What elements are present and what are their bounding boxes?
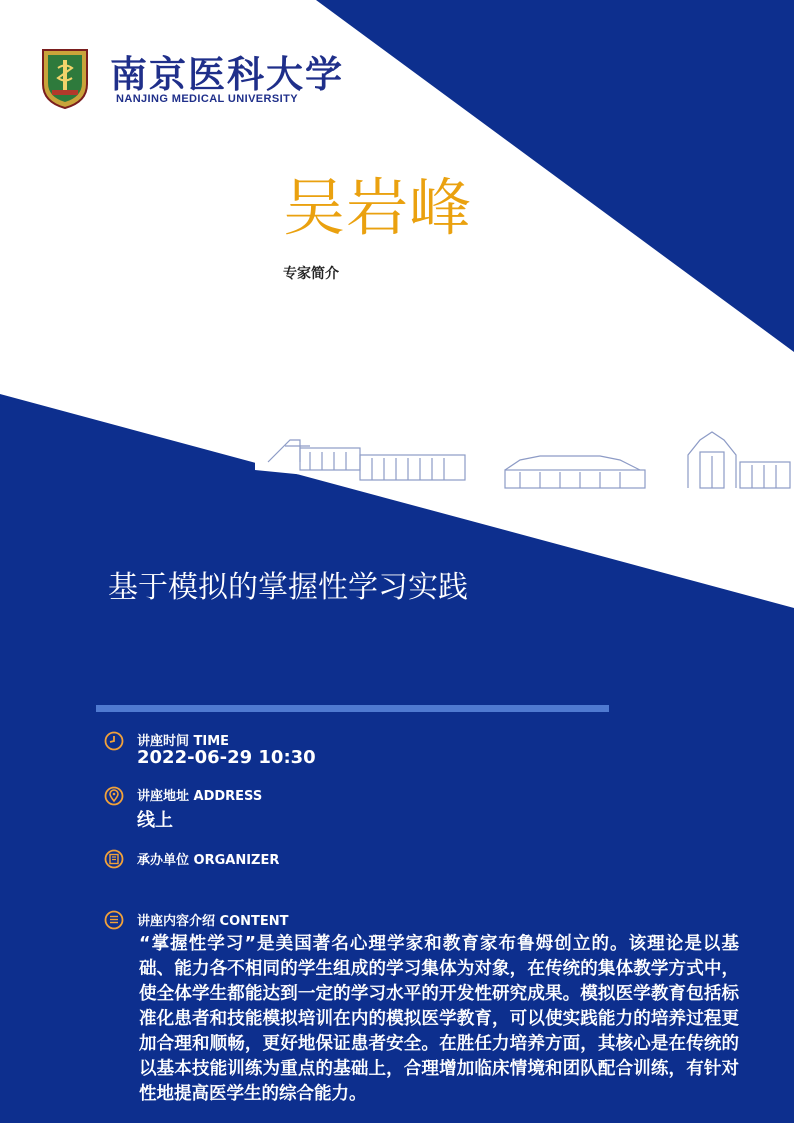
content-label: 讲座内容介绍 CONTENT (137, 914, 289, 929)
address-value: 线上 (137, 810, 173, 831)
time-label: 讲座时间 TIME (137, 734, 230, 749)
location-pin-icon (104, 786, 124, 806)
content-description: “掌握性学习”是美国著名心理学家和教育家布鲁姆创立的。该理论是以基础、能力各不相同的学生组成的学习集体为对象，在传统的集体教学方式中，使全体学生都能达到一定的学习水平的开发性研究成果。模拟医学教育包括标准化患者和技能模拟培训在内的模拟医学教育，可以使实践能力的培养过程更加合理和顺畅，更好地保证患者安全。在胜任力培养方面，其核心是在传统的以基本技能训练为重点的基础上，合理增加临床情境和团队配合训练，有针对性地提高医学生的综合能力。 (139, 934, 739, 1104)
university-logo (40, 44, 344, 110)
building-icon (104, 849, 124, 869)
university-name-en: NANJING MEDICAL UNIVERSITY (116, 93, 298, 105)
address-label: 讲座地址 ADDRESS (137, 789, 263, 804)
section-divider (96, 705, 609, 712)
speaker-intro-label: 专家简介 (283, 266, 339, 282)
speaker-name: 吴岩峰 (283, 171, 473, 244)
organizer-label: 承办单位 ORGANIZER (137, 853, 280, 868)
list-icon (104, 910, 124, 930)
lecture-title: 基于模拟的掌握性学习实践 (108, 570, 468, 605)
clock-icon (104, 731, 124, 751)
university-emblem-icon (40, 46, 90, 110)
university-name-cn: 南京医科大学 (110, 52, 344, 96)
time-value: 2022-06-29 10:30 (137, 747, 316, 768)
